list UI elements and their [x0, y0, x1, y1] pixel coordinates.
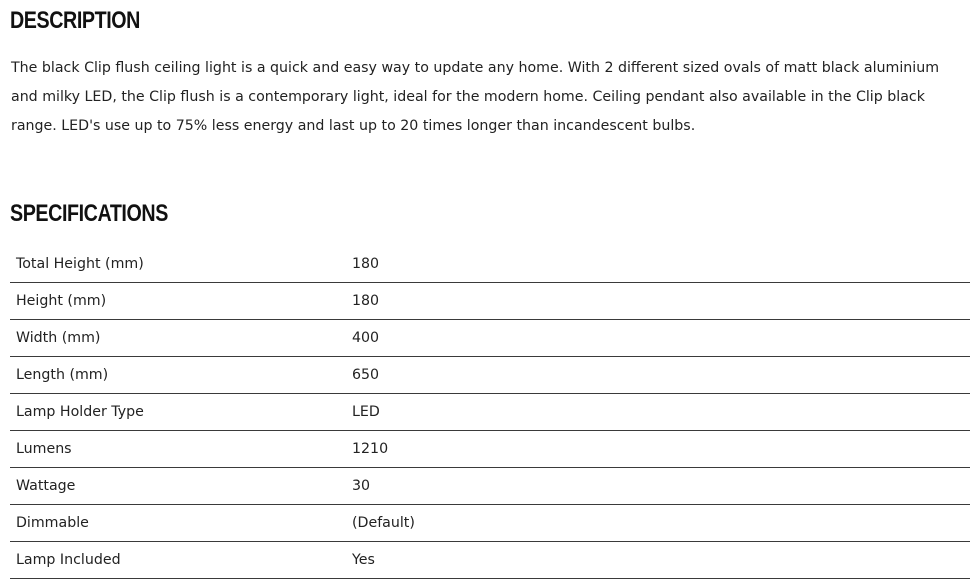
spec-value: 650 [352, 357, 970, 394]
spec-row-lamp-included [10, 542, 970, 579]
spec-row-wattage [10, 468, 970, 505]
spec-label: Wattage [10, 468, 352, 505]
description-heading: DESCRIPTION [10, 7, 140, 34]
spec-value: 180 [352, 283, 970, 320]
spec-row-width [10, 320, 970, 357]
spec-label: Height (mm) [10, 283, 352, 320]
spec-label: Lamp Holder Type [10, 394, 352, 431]
spec-value: LED [352, 394, 970, 431]
spec-value: 30 [352, 468, 970, 505]
spec-value: 180 [352, 246, 970, 283]
description-text: The black Clip flush ceiling light is a quick and easy way to update any home. With 2 different sized ovals of matt black aluminium and milky LED, the Clip flush is a contemporary light, ideal for the modern home. Ceiling pendant also available in the Clip black range. LED's use up to 75% less energy and last up to 20 times longer than incandescent bulbs. [11, 60, 940, 134]
spec-row-lamp-holder-type [10, 394, 970, 431]
spec-label: Total Height (mm) [10, 246, 352, 283]
spec-row-length [10, 357, 970, 394]
spec-row-lumens [10, 431, 970, 468]
spec-row-total-height [10, 246, 970, 283]
spec-label: Dimmable [10, 505, 352, 542]
spec-label: Width (mm) [10, 320, 352, 357]
spec-label: Lamp Included [10, 542, 352, 579]
specifications-heading: SPECIFICATIONS [10, 200, 168, 227]
spec-value: 1210 [352, 431, 970, 468]
spec-label: Lumens [10, 431, 352, 468]
spec-value: 400 [352, 320, 970, 357]
spec-label: Length (mm) [10, 357, 352, 394]
spec-row-height [10, 283, 970, 320]
specifications-table [10, 246, 970, 579]
spec-value: (Default) [352, 505, 970, 542]
spec-value: Yes [352, 542, 970, 579]
spec-row-dimmable [10, 505, 970, 542]
